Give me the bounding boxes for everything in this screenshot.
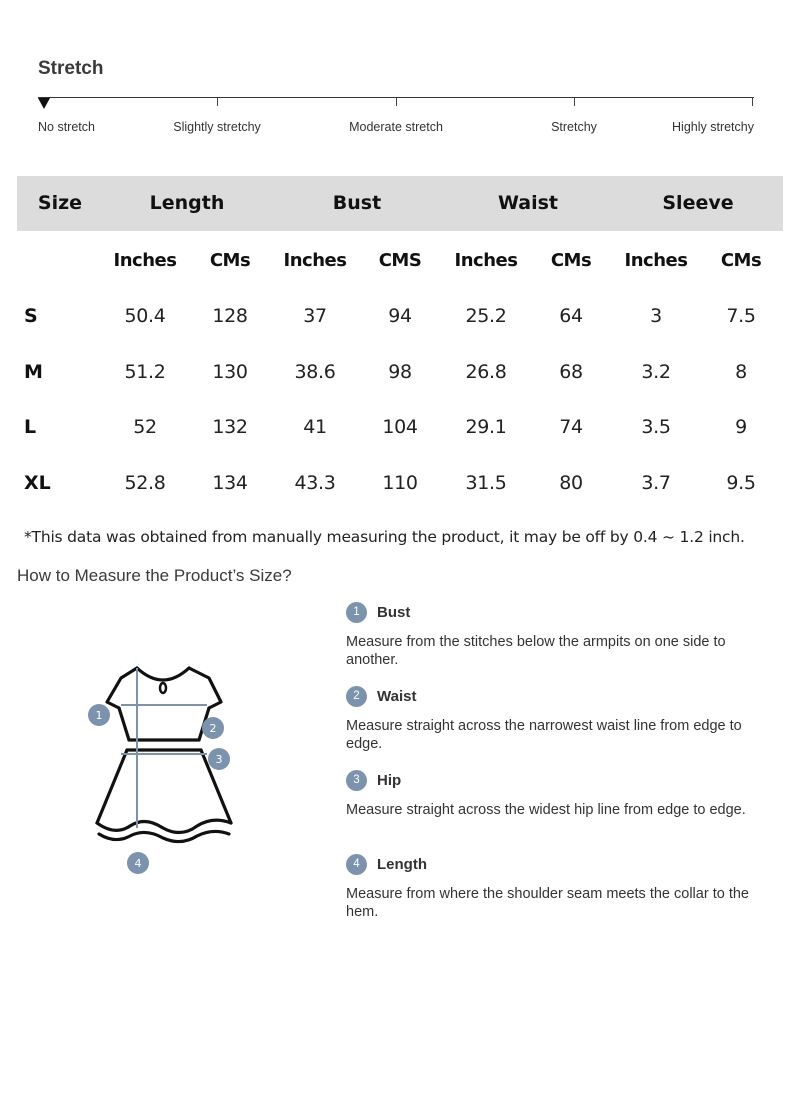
scale-tick: [752, 97, 753, 106]
subheader-length-inches: Inches: [113, 250, 177, 271]
figure-marker-2: 2: [209, 722, 217, 735]
cell-waist-inches: 26.8: [465, 361, 507, 383]
dress-diagram-icon: [85, 658, 245, 878]
cell-waist-cms: 74: [559, 416, 583, 438]
header-length: Length: [149, 192, 225, 214]
subheader-waist-inches: Inches: [454, 250, 518, 271]
cell-bust-cms: 104: [382, 416, 418, 438]
subheader-waist-cms: CMs: [550, 250, 592, 271]
row-size-label: M: [24, 361, 43, 383]
row-size-label: S: [24, 305, 38, 327]
cell-length-cms: 128: [212, 305, 248, 327]
instruction-desc: Measure straight across the narrowest waist line from edge to edge.: [346, 718, 742, 752]
header-sleeve: Sleeve: [662, 192, 734, 214]
instruction-title: Bust: [377, 603, 411, 621]
number-badge: 3: [346, 770, 367, 791]
header-size: Size: [37, 192, 83, 214]
stretch-label-moderate: Moderate stretch: [349, 120, 443, 134]
row-size-label: L: [24, 416, 37, 438]
instruction-hip: [346, 769, 756, 819]
cell-sleeve-cms: 9: [735, 416, 747, 438]
subheader-length-cms: CMs: [209, 250, 251, 271]
number-badge: 1: [346, 602, 367, 623]
cell-bust-cms: 94: [388, 305, 412, 327]
header-waist: Waist: [497, 192, 559, 214]
cell-length-cms: 132: [212, 416, 248, 438]
row-size-label: XL: [24, 472, 51, 494]
stretch-scale: [38, 88, 754, 138]
cell-bust-cms: 98: [388, 361, 412, 383]
instruction-desc: Measure from the stitches below the armpits on one side to another.: [346, 634, 726, 668]
figure-marker-4: 4: [134, 857, 142, 870]
cell-bust-inches: 37: [303, 305, 327, 327]
cell-length-inches: 52: [133, 416, 157, 438]
cell-bust-inches: 43.3: [294, 472, 336, 494]
cell-waist-cms: 68: [559, 361, 583, 383]
cell-sleeve-cms: 8: [735, 361, 747, 383]
number-badge: 2: [346, 686, 367, 707]
instruction-length: [346, 853, 756, 921]
size-table-header: [17, 176, 783, 231]
figure-marker-1: 1: [95, 709, 103, 722]
subheader-sleeve-cms: CMs: [720, 250, 762, 271]
cell-sleeve-inches: 3.2: [641, 361, 671, 383]
cell-bust-inches: 41: [303, 416, 327, 438]
stretch-title: Stretch: [38, 58, 104, 79]
cell-length-inches: 51.2: [124, 361, 166, 383]
instruction-title: Length: [377, 855, 427, 873]
instruction-bust: [346, 601, 756, 669]
instruction-title: Waist: [377, 687, 417, 705]
cell-length-inches: 50.4: [124, 305, 166, 327]
cell-bust-inches: 38.6: [294, 361, 336, 383]
cell-length-inches: 52.8: [124, 472, 166, 494]
cell-sleeve-inches: 3: [650, 305, 662, 327]
scale-tick: [217, 97, 218, 106]
stretch-label-none: No stretch: [38, 120, 95, 134]
figure-marker-3: 3: [215, 753, 223, 766]
cell-waist-cms: 80: [559, 472, 583, 494]
cell-sleeve-inches: 3.5: [641, 416, 671, 438]
cell-sleeve-cms: 7.5: [726, 305, 756, 327]
cell-bust-cms: 110: [382, 472, 418, 494]
instruction-desc: Measure from where the shoulder seam meets the collar to the hem.: [346, 886, 749, 920]
stretch-label-stretchy: Stretchy: [551, 120, 597, 134]
measurement-note: *This data was obtained from manually measuring the product, it may be off by 0.4 ~ 1.2 inch.: [24, 528, 745, 546]
cell-sleeve-cms: 9.5: [726, 472, 756, 494]
subheader-bust-cms: CMS: [378, 250, 422, 271]
cell-waist-inches: 29.1: [465, 416, 507, 438]
cell-length-cms: 130: [212, 361, 248, 383]
stretch-label-slight: Slightly stretchy: [173, 120, 261, 134]
number-badge: 4: [346, 854, 367, 875]
scale-tick: [396, 97, 397, 106]
stretch-marker-icon: [38, 98, 50, 109]
subheader-sleeve-inches: Inches: [624, 250, 688, 271]
instruction-desc: Measure straight across the widest hip line from edge to edge.: [346, 802, 746, 818]
cell-waist-inches: 31.5: [465, 472, 507, 494]
cell-length-cms: 134: [212, 472, 248, 494]
measure-title: How to Measure the Product’s Size?: [17, 566, 292, 585]
instruction-title: Hip: [377, 771, 402, 789]
instruction-waist: [346, 685, 756, 753]
subheader-bust-inches: Inches: [283, 250, 347, 271]
cell-waist-inches: 25.2: [465, 305, 507, 327]
cell-sleeve-inches: 3.7: [641, 472, 671, 494]
header-bust: Bust: [332, 192, 382, 214]
stretch-label-high: Highly stretchy: [672, 120, 754, 134]
cell-waist-cms: 64: [559, 305, 583, 327]
scale-tick: [574, 97, 575, 106]
